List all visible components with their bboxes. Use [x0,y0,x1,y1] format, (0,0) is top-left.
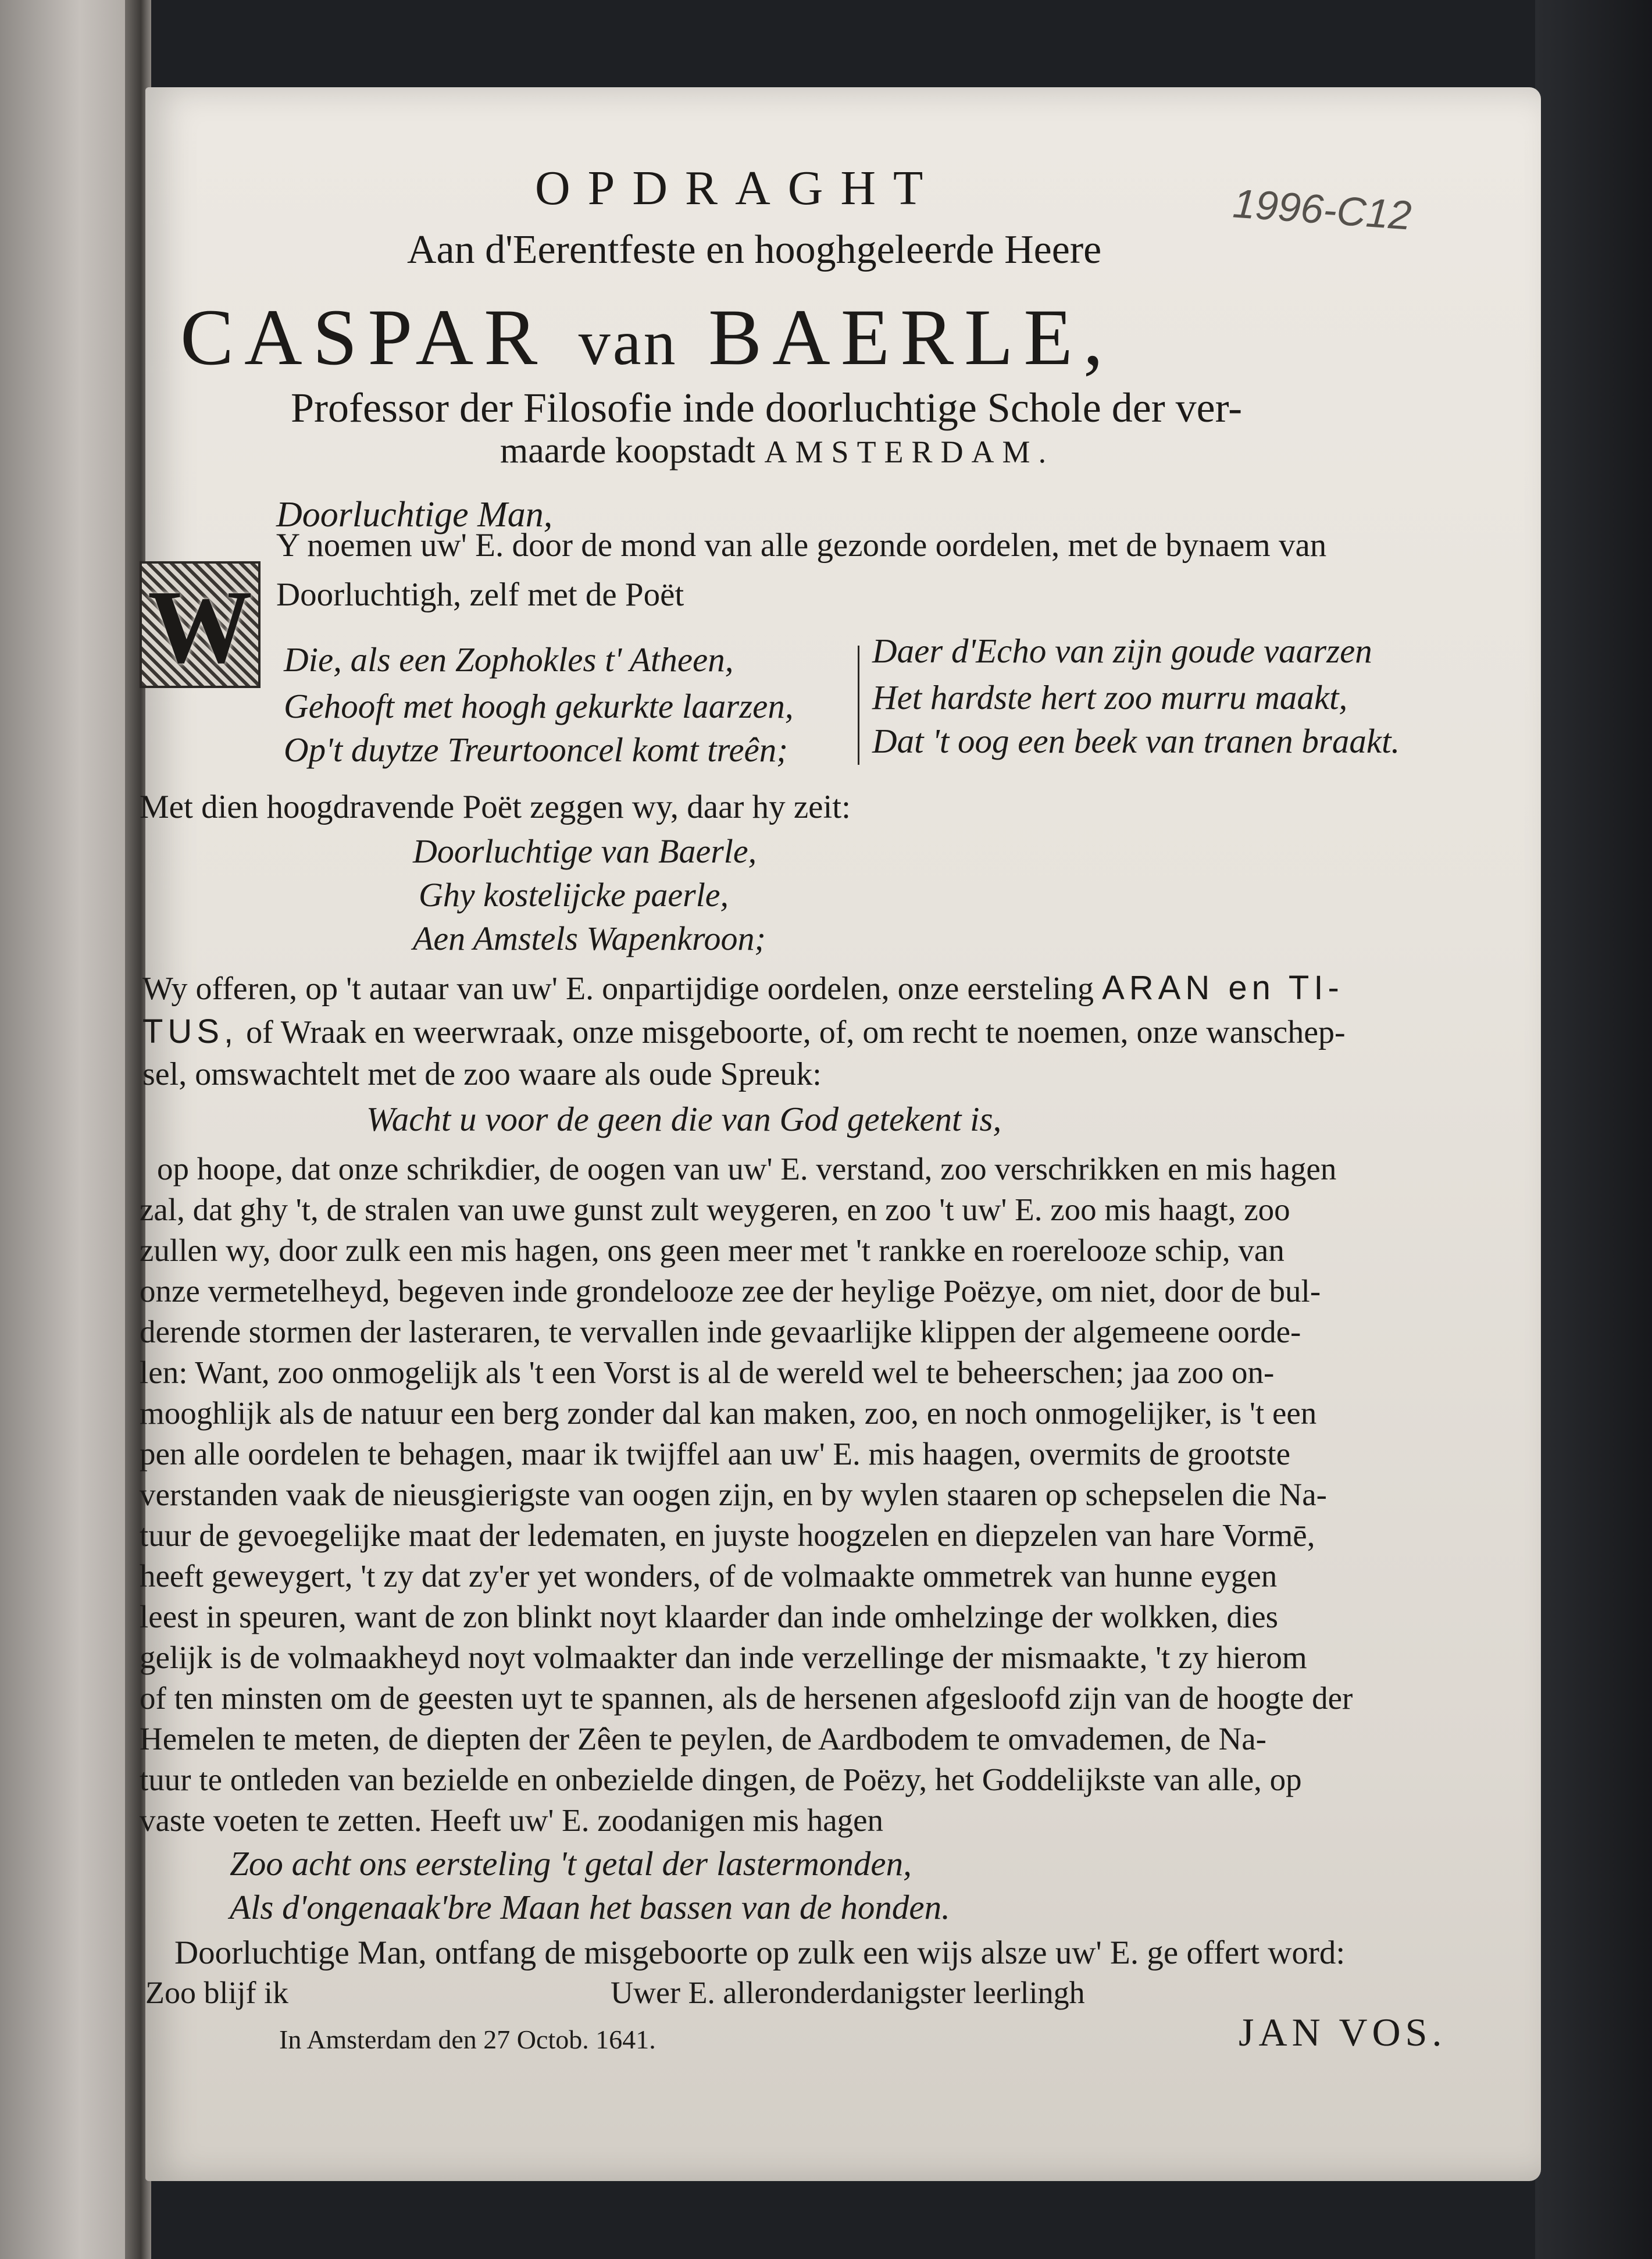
offer-line-1-text: Wy offeren, op 't autaar van uw' E. onpartijdige oordelen, onze eersteling [142,971,1094,1007]
decorated-initial [140,561,261,688]
verse-left-line-1: Die, als een Zophokles t' Atheen, [284,640,734,679]
body-line: gelijk is de volmaakheyd noyt volmaakter dan inde verzellinge der mismaakte, 't zy hierom [140,1640,1307,1675]
subscription-line: Uwer E. alleronderdanigster leerlingh [611,1975,1085,2010]
couplet-line-2: Als d'ongenaak'bre Maan het bassen van de honden. [230,1888,950,1926]
body-line: heeft geweygert, 't zy dat zy'er yet wonders, of de volmaakte ommetrek van hunne eygen [140,1558,1278,1594]
professor-line-2 [500,430,1054,472]
verse-left-line-3: Op't duytze Treurtooncel komt treên; [284,731,788,769]
motto: Wacht u voor de geen die van God getekent is, [366,1100,1002,1138]
opening-line-2: Doorluchtigh, zelf met de Poët [276,576,684,613]
salutation: Doorluchtige Man, [276,495,553,535]
quote-line-3: Aen Amstels Wapenkroon; [413,920,766,957]
quote-line-1: Doorluchtige van Baerle, [413,832,757,870]
play-title-part-1: ARAN en TI- [1102,969,1344,1007]
body-line: onze vermetelheyd, begeven inde grondelooze zee der heylige Poëzye, om niet, door de bul- [140,1273,1321,1309]
body-line: mooghlijk als de natuur een berg zonder dal kan maken, zoo, en noch onmogelijker, is 't een [140,1395,1317,1431]
remain-line: Zoo blijf ik [145,1975,288,2010]
offer-line-1 [142,968,1344,1007]
verse-right-line-1: Daer d'Echo van zijn goude vaarzen [872,632,1372,670]
verse-divider [858,646,859,765]
quote-intro: Met dien hoogdravende Poët zeggen wy, daar hy zeit: [140,789,851,825]
body-line: len: Want, zoo onmogelijk als 't een Vorst is al de wereld wel te beheerschen; jaa zoo on- [140,1355,1275,1390]
body-line: of ten minsten om de geesten uyt te spannen, als de hersenen afgesloofd zijn van de hoogte der [140,1680,1353,1716]
couplet-line-1: Zoo acht ons eersteling 't getal der lastermonden, [230,1844,912,1883]
offer-line-3: sel, omswachtelt met de zoo waare als oude Spreuk: [142,1056,822,1092]
body-line: zal, dat ghy 't, de stralen van uwe gunst zult weygeren, en zoo 't uw' E. zoo mis haagt, zoo [140,1192,1290,1227]
body-line: op hoope, dat onze schrikdier, de oogen van uw' E. verstand, zoo verschrikken en mis hagen [157,1151,1337,1186]
professor-line-1: Professor der Filosofie inde doorluchtige Schole der ver- [291,384,1243,431]
opening-line-1: Y noemen uw' E. door de mond van alle gezonde oordelen, met de bynaem van [276,527,1327,564]
dedicatee-first-name: CASPAR [180,293,548,382]
quote-line-2: Ghy kostelijcke paerle, [419,876,729,914]
handwritten-annotation: 1996-C12 [1231,180,1413,238]
page-title: OPDRAGHT [535,161,941,215]
body-line: Hemelen te meten, de diepten der Zêen te peylen, de Aardbodem te omvademen, de Na- [140,1721,1266,1756]
body-line: pen alle oordelen te behagen, maar ik twijffel aan uw' E. mis haagen, overmits de grootste [140,1436,1291,1471]
body-line: tuur de gevoegelijke maat der ledematen, en juyste hoogzelen en diepzelen van hare Vormē, [140,1517,1315,1553]
verse-right-line-3: Dat 't oog een beek van tranen braakt. [872,722,1400,760]
body-line: vaste voeten te zetten. Heeft uw' E. zoodanigen mis hagen [140,1802,884,1838]
body-line: verstanden vaak de nieusgierigste van oogen zijn, en by wylen staaren op schepselen die Na- [140,1477,1327,1512]
dedicatee-name [180,291,1114,383]
offer-line-2-text: of Wraak en weerwraak, onze misgeboorte, of, om recht te noemen, onze wanschep- [246,1014,1346,1050]
professor-line-2-text: maarde koopstadt [500,431,756,471]
verse-left-line-2: Gehooft met hoogh gekurkte laarzen, [284,687,794,725]
initial-letter: W [148,569,252,685]
dedication-line: Aan d'Eerentfeste en hooghgeleerde Heere [407,227,1102,272]
body-line: leest in speuren, want de zon blinkt noyt klaarder dan inde omhelzinge der wolkken, dies [140,1599,1279,1634]
body-line: zullen wy, door zulk een mis hagen, ons geen meer met 't rankke en roerelooze schip, van [140,1232,1285,1268]
body-line: tuur te ontleden van bezielde en onbezielde dingen, de Poëzy, het Goddelijkste van alle, op [140,1762,1302,1797]
dateline: In Amsterdam den 27 Octob. 1641. [279,2025,656,2054]
closing-line: Doorluchtige Man, ontfang de misgeboorte op zulk een wijs alsze uw' E. ge offert word: [174,1934,1346,1971]
dedicatee-last-name: BAERLE, [708,293,1114,382]
left-page-edge [0,0,145,2259]
play-title-part-2: TUS, [142,1013,238,1050]
dedicatee-particle: van [578,307,678,378]
city-name: AMSTERDAM. [764,434,1055,469]
offer-line-2 [142,1012,1346,1051]
verse-right-line-2: Het hardste hert zoo murru maakt, [872,678,1348,717]
signature: JAN VOS. [1239,2010,1447,2054]
background-right [1535,0,1652,2259]
body-line: derende stormen der lasteraren, te vervallen inde gevaarlijke klippen der algemeene oorde- [140,1314,1301,1349]
